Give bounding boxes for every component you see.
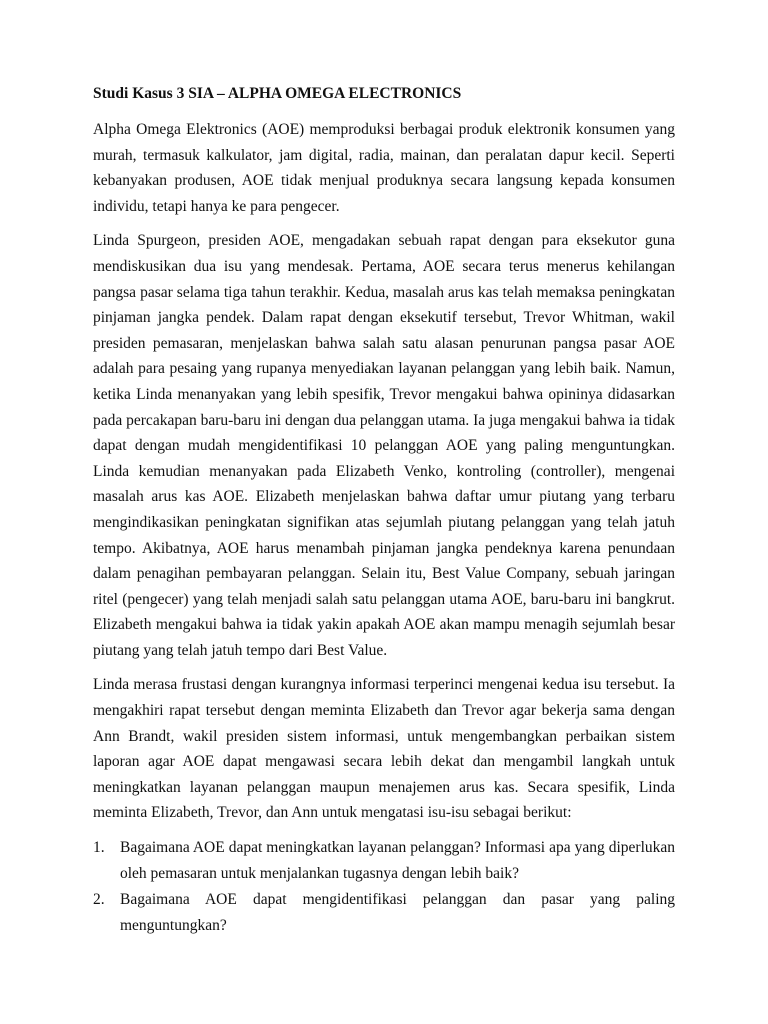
- list-item: [93, 887, 675, 938]
- paragraph-request: Linda merasa frustasi dengan kurangnya informasi terperinci mengenai kedua isu tersebut. Ia mengakhiri rapat tersebut dengan meminta Elizabeth dan Trevor agar bekerja sama dengan Ann Brandt, wakil presiden sistem informasi, untuk mengembangkan perbaikan sistem laporan agar AOE dapat mengawasi secara lebih dekat dan mengambil langkah untuk meningkatkan layanan pelanggan maupun menajemen arus kas. Secara spesifik, Linda meminta Elizabeth, Trevor, dan Ann untuk mengatasi isu-isu sebagai berikut:: [93, 676, 675, 822]
- document-title: Studi Kasus 3 SIA – ALPHA OMEGA ELECTRONICS: [93, 85, 462, 102]
- list-item-text: Bagaimana AOE dapat meningkatkan layanan pelanggan? Informasi apa yang diperlukan oleh pemasaran untuk menjalankan tugasnya dengan lebih baik?: [120, 839, 675, 882]
- paragraph-intro: Alpha Omega Elektronics (AOE) memproduksi berbagai produk elektronik konsumen yang murah, termasuk kalkulator, jam digital, radia, mainan, dan peralatan dapur kecil. Seperti kebanyakan produsen, AOE tidak menjual produknya secara langsung kepada konsumen individu, tetapi hanya ke para pengecer.: [93, 121, 675, 215]
- list-item-text: Bagaimana AOE dapat mengidentifikasi pelanggan dan pasar yang paling menguntungkan?: [120, 891, 675, 934]
- issue-list: [93, 835, 675, 938]
- list-item-number: 2.: [93, 891, 105, 909]
- list-item-number: 1.: [93, 839, 105, 857]
- list-item: [93, 835, 675, 886]
- paragraph-meeting: Linda Spurgeon, presiden AOE, mengadakan sebuah rapat dengan para eksekutor guna mendiskusikan dua isu yang mendesak. Pertama, AOE secara terus menerus kehilangan pangsa pasar selama tiga tahun terakhir. Kedua, masalah arus kas telah memaksa peningkatan pinjaman jangka pendek. Dalam rapat dengan eksekutif tersebut, Trevor Whitman, wakil presiden pemasaran, menjelaskan bahwa salah satu alasan penurunan pangsa pasar AOE adalah para pesaing yang rupanya menyediakan layanan pelanggan yang lebih baik. Namun, ketika Linda menanyakan yang lebih spesifik, Trevor mengakui bahwa opininya didasarkan pada percakapan baru-baru ini dengan dua pelanggan utama. Ia juga mengakui bahwa ia tidak dapat dengan mudah mengidentifikasi 10 pelanggan AOE yang paling menguntungkan. Linda kemudian menanyakan pada Elizabeth Venko, kontroling (controller), mengenai masalah arus kas AOE. Elizabeth menjelaskan bahwa daftar umur piutang yang terbaru mengindikasikan peningkatan signifikan atas sejumlah piutang pelanggan yang telah jatuh tempo. Akibatnya, AOE harus menambah pinjaman jangka pendeknya karena penundaan dalam penagihan pembayaran pelanggan. Selain itu, Best Value Company, sebuah jaringan ritel (pengecer) yang telah menjadi salah satu pelanggan utama AOE, baru-baru ini bangkrut. Elizabeth mengakui bahwa ia tidak yakin apakah AOE akan mampu menagih sejumlah besar piutang yang telah jatuh tempo dari Best Value.: [93, 232, 675, 659]
